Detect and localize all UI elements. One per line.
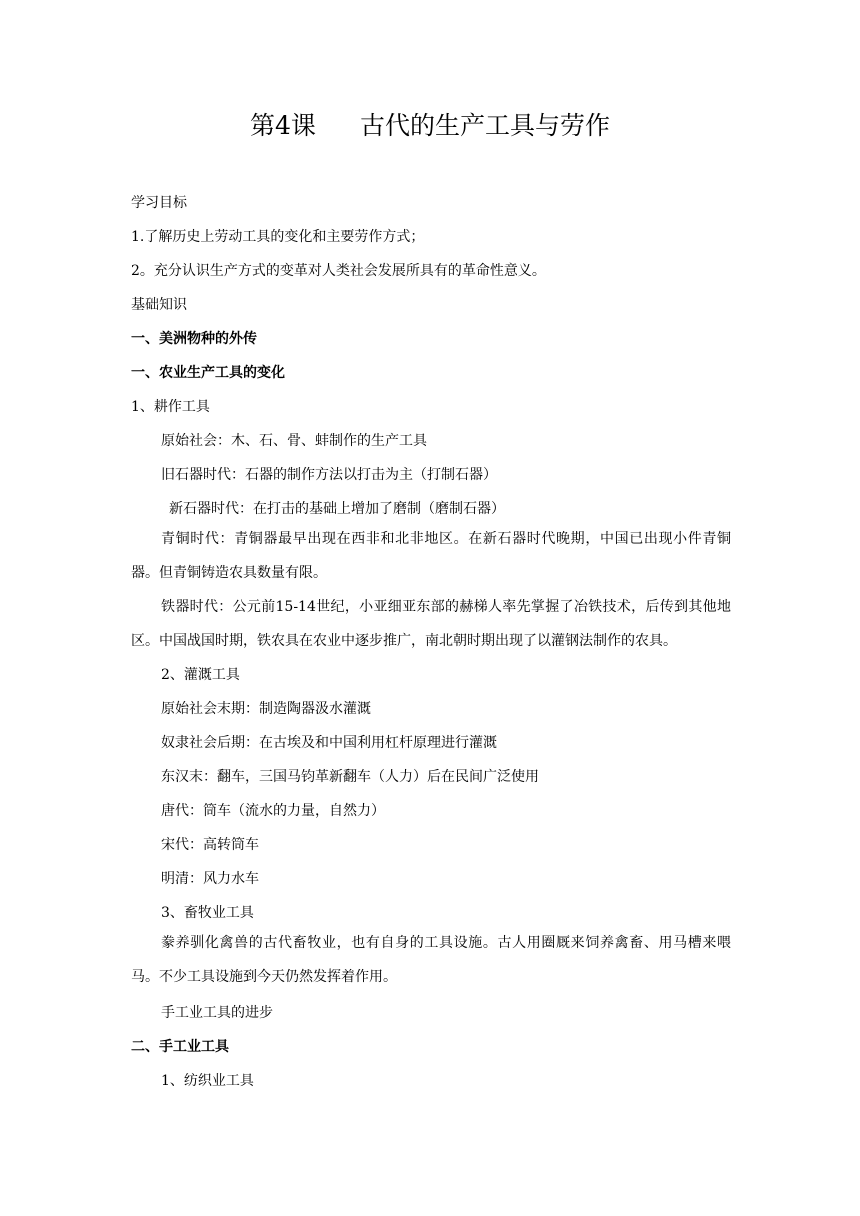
section-heading-americas: 一、美洲物种的外传	[131, 331, 257, 347]
text-eastern-han: 东汉末：翻车，三国马钧革新翻车（人力）后在民间广泛使用	[161, 769, 539, 785]
subheading-irrigation-tools: 2、灌溉工具	[161, 667, 240, 683]
lesson-topic: 古代的生产工具与劳作	[359, 111, 610, 140]
text-paleolithic: 旧石器时代：石器的制作方法以打击为主（打制石器）	[161, 467, 497, 483]
subheading-farming-tools: 1、耕作工具	[131, 399, 210, 415]
lesson-number: 第4课	[250, 111, 316, 140]
paragraph-bronze-age: 青铜时代：青铜器最早出现在西非和北非地区。在新石器时代晚期，中国已出现小件青铜器。但青铜铸造农具数量有限。	[131, 531, 731, 581]
section-heading-handicraft: 二、手工业工具	[131, 1039, 229, 1055]
goal-item-1: 1.了解历史上劳动工具的变化和主要劳作方式；	[131, 229, 425, 245]
text-neolithic: 新石器时代：在打击的基础上增加了磨制（磨制石器）	[169, 501, 505, 517]
text-ming-qing: 明清：风力水车	[161, 871, 259, 887]
goal-item-2: 2。充分认识生产方式的变革对人类社会发展所具有的革命性意义。	[131, 263, 546, 279]
text-slave-society: 奴隶社会后期：在古埃及和中国利用杠杆原理进行灌溉	[161, 735, 497, 751]
text-late-primitive: 原始社会末期：制造陶器汲水灌溉	[161, 701, 371, 717]
text-song-dynasty: 宋代：高转筒车	[161, 837, 259, 853]
subheading-textile-tools: 1、纺织业工具	[161, 1073, 254, 1089]
heading-basic-knowledge: 基础知识	[131, 297, 187, 313]
section-heading-agri-tools: 一、农业生产工具的变化	[131, 365, 285, 381]
page-title	[0, 108, 860, 144]
subheading-husbandry-tools: 3、畜牧业工具	[161, 905, 254, 921]
text-tang-dynasty: 唐代：筒车（流水的力量，自然力）	[161, 803, 385, 819]
paragraph-husbandry: 豢养驯化禽兽的古代畜牧业，也有自身的工具设施。古人用圈厩来饲养禽畜、用马槽来喂马。不少工具设施到今天仍然发挥着作用。	[131, 935, 731, 985]
text-primitive-society: 原始社会：木、石、骨、蚌制作的生产工具	[161, 433, 427, 449]
heading-learning-goals: 学习目标	[131, 195, 187, 211]
paragraph-iron-age: 铁器时代：公元前15-14世纪，小亚细亚东部的赫梯人率先掌握了冶铁技术，后传到其他地区。中国战国时期，铁农具在农业中逐步推广，南北朝时期出现了以灌钢法制作的农具。	[131, 599, 731, 649]
text-handicraft-progress: 手工业工具的进步	[161, 1005, 273, 1021]
